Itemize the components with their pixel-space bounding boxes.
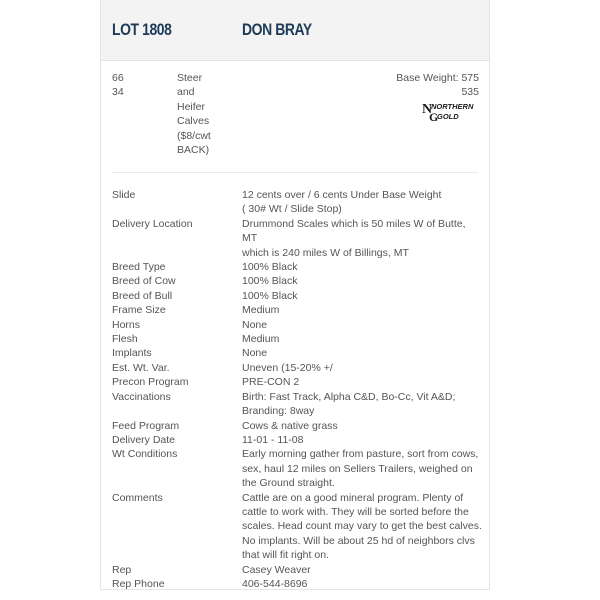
detail-value	[242, 274, 482, 288]
logo-initial-n: N	[422, 102, 433, 117]
detail-value	[242, 217, 482, 260]
head-counts	[112, 71, 152, 100]
detail-value-line: scales. Head count may vary to get the best calves.	[242, 520, 482, 533]
detail-value-line: Medium	[242, 333, 280, 346]
detail-value	[242, 491, 482, 563]
detail-label: Frame Size	[112, 304, 166, 317]
detail-row	[112, 274, 482, 288]
detail-row	[112, 491, 482, 563]
logo-text-bottom: GOLD	[437, 112, 459, 121]
detail-value-line: the Ground straight.	[242, 477, 335, 490]
detail-row	[112, 346, 482, 360]
detail-label: Vaccinations	[112, 390, 171, 403]
detail-row	[112, 303, 482, 317]
detail-row	[112, 433, 482, 447]
base-weight-heifers: 535	[461, 86, 479, 99]
detail-value-line: 11-01 - 11-08	[242, 433, 304, 446]
lot-number: LOT 1808	[112, 20, 172, 39]
head-count-heifers: 34	[112, 86, 124, 99]
description-line: Heifer	[177, 100, 206, 113]
detail-value-line: None	[242, 347, 268, 360]
detail-value-line: Birth: Fast Track, Alpha C&D, Bo-Cc, Vit A&D;	[242, 390, 456, 403]
detail-value	[242, 419, 482, 433]
detail-value-line: 100% Black	[242, 289, 298, 302]
detail-value	[242, 375, 482, 389]
detail-label: Delivery Date	[112, 433, 176, 446]
detail-label: Feed Program	[112, 419, 180, 432]
description-line: ($8/cwt	[177, 129, 211, 142]
detail-value-line: 406-544-8696	[242, 577, 308, 590]
detail-value	[242, 346, 482, 360]
detail-value	[242, 447, 482, 490]
detail-value-line: 12 cents over / 6 cents Under Base Weight	[242, 189, 442, 201]
detail-label: Breed of Bull	[112, 289, 173, 302]
detail-value	[242, 563, 482, 577]
detail-label: Rep Phone	[112, 577, 165, 590]
logo-text-top: NORTHERN	[431, 102, 474, 111]
detail-row	[112, 577, 482, 591]
detail-row	[112, 419, 482, 433]
detail-row	[112, 361, 482, 375]
detail-value-line: Branding: 8way	[242, 405, 315, 418]
detail-value-line: PRE-CON 2	[242, 376, 300, 389]
detail-value	[242, 289, 482, 303]
detail-value	[242, 433, 482, 447]
detail-value-line: Cattle are on a good mineral program. Plenty of	[242, 491, 464, 504]
detail-row	[112, 318, 482, 332]
lot-details	[112, 188, 482, 591]
cattle-description	[177, 71, 237, 157]
logo-initial-g: G	[429, 110, 439, 122]
base-weights	[396, 71, 479, 100]
section-divider	[112, 172, 478, 173]
detail-value	[242, 260, 482, 274]
detail-label: Wt Conditions	[112, 448, 178, 461]
seller-name: DON BRAY	[242, 20, 312, 39]
detail-value	[242, 318, 482, 332]
detail-value-line: cattle to work with. They will be sorted before the	[242, 505, 469, 518]
detail-value-line: Uneven (15-20% +/	[242, 361, 333, 374]
detail-value	[242, 577, 482, 591]
detail-row	[112, 563, 482, 577]
detail-row	[112, 260, 482, 274]
lot-header	[101, 0, 489, 61]
detail-value-line: Early morning gather from pasture, sort from cows,	[242, 448, 479, 461]
detail-row	[112, 447, 482, 490]
head-count-steers: 66	[112, 72, 124, 84]
description-line: and	[177, 86, 195, 99]
detail-label: Delivery Location	[112, 217, 193, 230]
detail-row	[112, 390, 482, 419]
detail-label: Slide	[112, 189, 136, 201]
detail-value-line: that will fit right on.	[242, 549, 329, 562]
detail-value	[242, 361, 482, 375]
detail-value-line: Cows & native grass	[242, 419, 338, 432]
detail-value	[242, 303, 482, 317]
detail-row	[112, 332, 482, 346]
detail-label: Precon Program	[112, 376, 189, 389]
detail-value	[242, 188, 482, 217]
detail-value	[242, 332, 482, 346]
detail-value-line: 100% Black	[242, 261, 298, 274]
description-line: BACK)	[177, 144, 210, 157]
detail-row	[112, 188, 482, 217]
detail-value-line: Drummond Scales which is 50 miles W of Butte, MT	[242, 217, 466, 245]
description-line: Steer	[177, 72, 203, 84]
base-weight-steers: Base Weight: 575	[396, 72, 479, 84]
detail-value-line: 100% Black	[242, 275, 298, 288]
detail-label: Breed of Cow	[112, 275, 176, 288]
detail-row	[112, 375, 482, 389]
description-line: Calves	[177, 115, 210, 128]
detail-value-line: Casey Weaver	[242, 563, 311, 576]
detail-label: Horns	[112, 318, 141, 331]
lot-card	[100, 0, 490, 590]
detail-row	[112, 217, 482, 260]
detail-value-line: None	[242, 318, 268, 331]
northern-gold-logo	[421, 100, 481, 122]
detail-value	[242, 390, 482, 419]
detail-value-line: sex, haul 12 miles on Sellers Trailers, weighed on	[242, 462, 473, 475]
detail-label: Comments	[112, 491, 163, 504]
detail-row	[112, 289, 482, 303]
detail-label: Flesh	[112, 333, 138, 346]
detail-value-line: Medium	[242, 304, 280, 317]
detail-label: Rep	[112, 563, 132, 576]
detail-label: Implants	[112, 347, 152, 360]
detail-value-line: No implants. Will be about 25 hd of neighbors clvs	[242, 534, 475, 547]
detail-label: Est. Wt. Var.	[112, 361, 170, 374]
detail-value-line: ( 30# Wt / Slide Stop)	[242, 203, 342, 216]
detail-label: Breed Type	[112, 261, 166, 274]
detail-value-line: which is 240 miles W of Billings, MT	[242, 246, 409, 259]
